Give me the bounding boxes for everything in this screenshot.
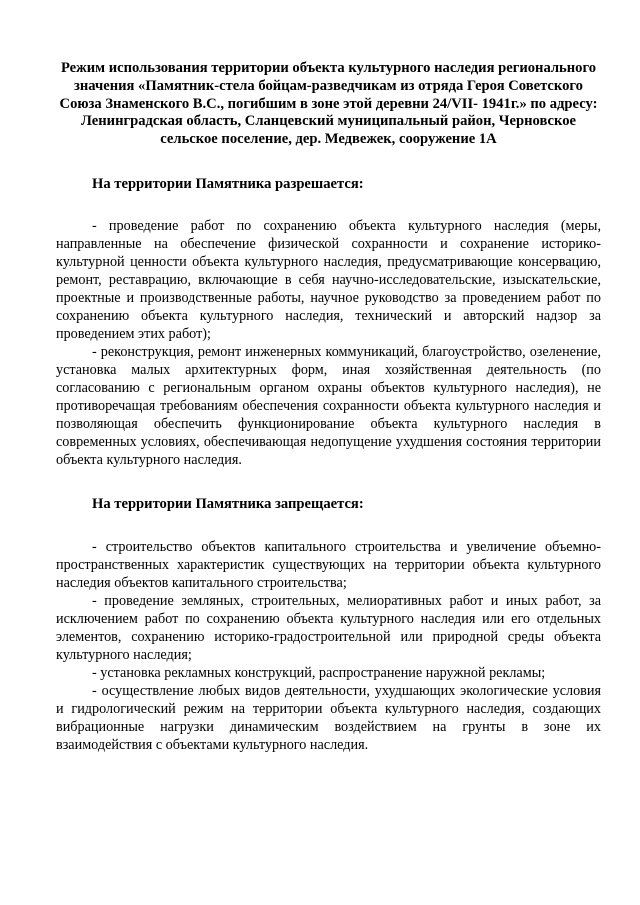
document-page	[56, 60, 601, 754]
allowed-list	[56, 217, 601, 469]
allowed-item-reconstruction: - реконструкция, ремонт инженерных коммуникаций, благоустройство, озеленение, установка малых архитектурных форм, иная хозяйственная деятельность (по согласованию с региональным органом охраны объектов культурного наследия), не противоречащая требованиям обеспечения сохранности объекта культурного наследия и позволяющая обеспечить функционирование объекта культурного наследия в современных условиях, обеспечивающая недопущение ухудшения состояния территории объекта культурного наследия.	[56, 343, 601, 468]
forbidden-item-construction: - строительство объектов капитального строительства и увеличение объемно-пространственных характеристик существующих на территории объекта культурного наследия объектов капитального строительства;	[56, 538, 601, 591]
forbidden-item-harmful-activity: - осуществление любых видов деятельности, ухудшающих экологические условия и гидрологический режим на территории объекта культурного наследия, создающих вибрационные нагрузки динамическим воздействием на грунты в зоне их взаимодействия с объектами культурного наследия.	[56, 682, 601, 753]
forbidden-section-heading: На территории Памятника запрещается:	[92, 495, 364, 512]
document-title: Режим использования территории объекта культурного наследия регионального значения «Памятник-стела бойцам-разведчикам из отряда Героя Советского Союза Знаменского В.С., погибшим в зоне этой деревни 24/VII- 1941г.» по адресу: Ленинградская область, Сланцевский муниципальный район, Черновское сельское поселение, дер. Медвежек, сооружение 1А	[59, 60, 598, 148]
allowed-item-conservation: - проведение работ по сохранению объекта культурного наследия (меры, направленные на обеспечение физической сохранности и сохранение историко-культурной ценности объекта культурного наследия, предусматривающие консервацию, ремонт, реставрацию, включающие в себя научно-исследовательские, изыскательские, проектные и производственные работы, научное руководство за проведением работ по сохранению объекта культурного наследия, технический и авторский надзор за проведением этих работ);	[56, 217, 601, 342]
forbidden-item-earthworks: - проведение земляных, строительных, мелиоративных работ и иных работ, за исключением работ по сохранению объекта культурного наследия или его отдельных элементов, сохранению историко-градостроительной или природной среды объекта культурного наследия;	[56, 592, 601, 663]
forbidden-item-advertising: - установка рекламных конструкций, распространение наружной рекламы;	[92, 664, 546, 681]
forbidden-list	[56, 538, 601, 754]
allowed-section-heading: На территории Памятника разрешается:	[92, 175, 364, 192]
